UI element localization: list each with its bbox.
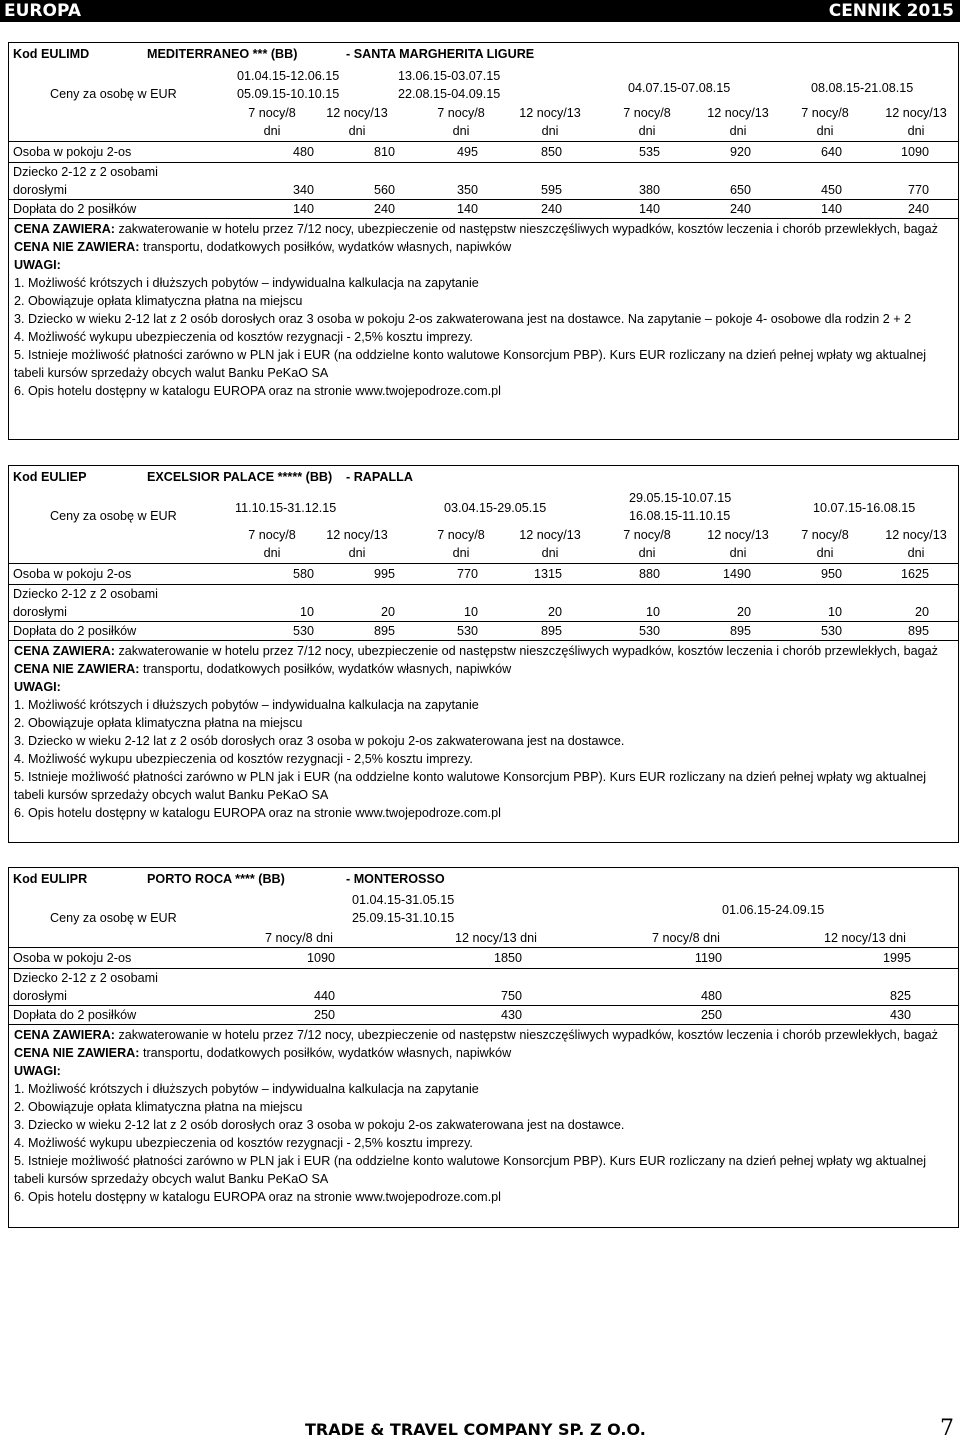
price-cell: 750 [500,989,522,1003]
divider [9,1005,958,1006]
row-doplata-label: Dopłata do 2 posiłków [13,202,137,216]
price-cell: 880 [638,567,660,581]
hotel-place: - SANTA MARGHERITA LIGURE [346,47,535,61]
days-label: dni [263,546,281,560]
price-cell: 430 [889,1008,911,1022]
price-cell: 10 [827,605,842,619]
price-cell: 20 [380,605,395,619]
period-4: 08.08.15-21.08.15 [811,81,914,95]
price-cell: 595 [540,183,562,197]
excludes-text: transportu, dodatkowych posiłków, wydatków własnych, napiwków [139,240,512,254]
nights-12-label: 12 nocy/13 [326,106,388,120]
excludes-label: CENA NIE ZAWIERA: [14,1046,140,1060]
row-dziecko-label-b: dorosłymi [13,183,67,197]
row-dziecko [9,988,958,1004]
price-cell: 640 [820,145,842,159]
row-doplata-label: Dopłata do 2 posiłków [13,624,137,638]
days-label: dni [638,124,656,138]
nights-12-label: 12 nocy/13 [885,528,947,542]
note-1: 1. Możliwość krótszych i dłuższych pobytów – indywidualna kalkulacja na zapytanie [14,1082,479,1096]
price-cell: 1090 [900,145,929,159]
nights-header-row [9,527,958,563]
days-label: dni [541,124,559,138]
nights-7-label: 7 nocy/8 [801,528,849,542]
price-cell: 1090 [306,951,335,965]
header-title: CENNIK 2015 [828,1,954,21]
divider [9,621,958,622]
hotel-block-eulimd [8,42,959,440]
includes-label: CENA ZAWIERA: [14,222,115,236]
note-4: 4. Możliwość wykupu ubezpieczenia od kosztów rezygnacji - 2,5% kosztu imprezy. [14,1136,473,1150]
note-4: 4. Możliwość wykupu ubezpieczenia od kosztów rezygnacji - 2,5% kosztu imprezy. [14,330,473,344]
divider [9,584,958,585]
nights-7-label: 7 nocy/8 [437,106,485,120]
period-3b: 16.08.15-11.10.15 [629,509,731,523]
divider [9,968,958,969]
days-label: dni [816,124,834,138]
period-2: 03.04.15-29.05.15 [444,501,547,515]
price-cell: 895 [729,624,751,638]
note-2: 2. Obowiązuje opłata klimatyczna płatna na miejscu [14,716,303,730]
nights-7-label: 7 nocy/8 [248,528,296,542]
price-cell: 350 [456,183,478,197]
note-2: 2. Obowiązuje opłata klimatyczna płatna na miejscu [14,294,303,308]
price-cell: 530 [638,624,660,638]
price-cell: 1850 [493,951,522,965]
price-cell: 535 [638,145,660,159]
row-doplata-label: Dopłata do 2 posiłków [13,1008,137,1022]
includes-text: zakwaterowanie w hotelu przez 7/12 nocy, ubezpieczenie od następstw nieszczęśliwych wypadków, kosztów leczenia i chorób przewlekłych, bagaż [114,1028,938,1042]
price-cell: 770 [907,183,929,197]
row-dziecko-label-b: dorosłymi [13,989,67,1003]
price-cell: 20 [914,605,929,619]
includes-text: zakwaterowanie w hotelu przez 7/12 nocy, ubezpieczenie od następstw nieszczęśliwych wypadków, kosztów leczenia i chorób przewlekłych, bagaż [114,222,938,236]
note-6: 6. Opis hotelu dostępny w katalogu EUROPA oraz na stronie www.twojepodroze.com.pl [14,806,501,820]
includes-text: zakwaterowanie w hotelu przez 7/12 nocy, ubezpieczenie od następstw nieszczęśliwych wypadków, kosztów leczenia i chorób przewlekłych, bagaż [114,644,938,658]
price-cell: 240 [373,202,395,216]
price-cell: 20 [547,605,562,619]
nights-7-label: 7 nocy/8 [623,106,671,120]
hotel-name: MEDITERRANEO *** (BB) [147,47,298,61]
nights-12: 12 nocy/13 dni [455,931,537,945]
note-5: 5. Istnieje możliwość płatności zarówno w PLN jak i EUR (na oddzielne konto walutowe Konsorcjum PBP). Kurs EUR rozliczany na dzień pełnej wpłaty wg aktualnej tabeli kursów sprzedaży obcych walut Banku PeKaO SA [14,1154,927,1186]
price-cell: 530 [292,624,314,638]
days-label: dni [816,546,834,560]
excludes-label: CENA NIE ZAWIERA: [14,662,140,676]
price-cell: 950 [820,567,842,581]
header-bar [0,0,960,22]
price-cell: 495 [456,145,478,159]
nights-7: 7 nocy/8 dni [652,931,720,945]
note-3: 3. Dziecko w wieku 2-12 lat z 2 osób dorosłych oraz 3 osoba w pokoju 2-os zakwaterowana jest na dostawce. Na zapytanie – pokoje 4- osobowe dla rodzin 2 + 2 [14,312,912,326]
divider [9,162,958,163]
row-doplata [9,201,958,217]
days-label: dni [907,546,925,560]
row-osoba-label: Osoba w pokoju 2-os [13,951,132,965]
price-cell: 995 [373,567,395,581]
row-dziecko [9,182,958,198]
days-label: dni [638,546,656,560]
notes-heading: UWAGI: [14,258,61,272]
price-cell: 895 [540,624,562,638]
period-1a: 01.04.15-31.05.15 [352,893,455,907]
price-label: Ceny za osobę w EUR [50,509,177,523]
notes [14,220,952,400]
row-osoba [9,950,958,966]
note-5: 5. Istnieje możliwość płatności zarówno w PLN jak i EUR (na oddzielne konto walutowe Konsorcjum PBP). Kurs EUR rozliczany na dzień pełnej wpłaty wg aktualnej tabeli kursów sprzedaży obcych walut Banku PeKaO SA [14,348,927,380]
notes [14,1026,952,1206]
nights-7-label: 7 nocy/8 [437,528,485,542]
hotel-place: - MONTEROSSO [346,872,445,886]
price-cell: 480 [292,145,314,159]
price-cell: 340 [292,183,314,197]
hotel-name: EXCELSIOR PALACE ***** (BB) [147,470,333,484]
divider [9,141,958,142]
period-3: 04.07.15-07.08.15 [628,81,731,95]
row-osoba [9,566,958,582]
nights-12-label: 12 nocy/13 [326,528,388,542]
price-cell: 140 [820,202,842,216]
row-dziecko [9,604,958,620]
price-cell: 920 [729,145,751,159]
note-2: 2. Obowiązuje opłata klimatyczna płatna na miejscu [14,1100,303,1114]
period-2b: 22.08.15-04.09.15 [398,87,501,101]
days-label: dni [729,124,747,138]
period-1a: 01.04.15-12.06.15 [237,69,340,83]
price-cell: 810 [373,145,395,159]
page-number: 7 [940,1416,954,1441]
period-1b: 25.09.15-31.10.15 [352,911,455,925]
row-dziecko-label-a: Dziecko 2-12 z 2 osobami [13,587,158,601]
note-1: 1. Możliwość krótszych i dłuższych pobytów – indywidualna kalkulacja na zapytanie [14,698,479,712]
days-label: dni [729,546,747,560]
note-3: 3. Dziecko w wieku 2-12 lat z 2 osób dorosłych oraz 3 osoba w pokoju 2-os zakwaterowana jest na dostawce. [14,1118,625,1132]
period-2a: 13.06.15-03.07.15 [398,69,501,83]
row-dziecko-label-b: dorosłymi [13,605,67,619]
row-dziecko-label-a: Dziecko 2-12 z 2 osobami [13,971,158,985]
hotel-code: Kod EULIPR [13,872,88,886]
price-cell: 10 [299,605,314,619]
hotel-place: - RAPALLA [346,470,413,484]
price-cell: 650 [729,183,751,197]
days-label: dni [541,546,559,560]
note-1: 1. Możliwość krótszych i dłuższych pobytów – indywidualna kalkulacja na zapytanie [14,276,479,290]
price-cell: 430 [500,1008,522,1022]
price-cell: 440 [313,989,335,1003]
price-cell: 895 [373,624,395,638]
price-cell: 250 [700,1008,722,1022]
divider [9,218,958,219]
nights-7-label: 7 nocy/8 [623,528,671,542]
days-label: dni [907,124,925,138]
footer-company: TRADE & TRAVEL COMPANY SP. Z O.O. [305,1420,646,1439]
nights-12-label: 12 nocy/13 [885,106,947,120]
price-cell: 580 [292,567,314,581]
price-cell: 850 [540,145,562,159]
period-1: 11.10.15-31.12.15 [235,501,337,515]
days-label: dni [263,124,281,138]
includes-label: CENA ZAWIERA: [14,644,115,658]
hotel-code: Kod EULIEP [13,470,87,484]
period-3a: 29.05.15-10.07.15 [629,491,732,505]
divider [9,563,958,564]
note-6: 6. Opis hotelu dostępny w katalogu EUROPA oraz na stronie www.twojepodroze.com.pl [14,1190,501,1204]
row-doplata [9,623,958,639]
days-label: dni [452,546,470,560]
price-cell: 240 [729,202,751,216]
price-cell: 1315 [533,567,562,581]
excludes-text: transportu, dodatkowych posiłków, wydatków własnych, napiwków [139,1046,512,1060]
divider [9,199,958,200]
days-label: dni [348,124,366,138]
days-label: dni [348,546,366,560]
price-label: Ceny za osobę w EUR [50,911,177,925]
hotel-block-eulipr [8,867,959,1228]
hotel-code: Kod EULIMD [13,47,90,61]
nights-12-label: 12 nocy/13 [707,106,769,120]
price-cell: 1490 [722,567,751,581]
nights-12-label: 12 nocy/13 [519,106,581,120]
price-cell: 240 [907,202,929,216]
row-osoba-label: Osoba w pokoju 2-os [13,145,132,159]
price-cell: 480 [700,989,722,1003]
days-label: dni [452,124,470,138]
price-cell: 530 [820,624,842,638]
price-cell: 10 [463,605,478,619]
row-doplata [9,1007,958,1023]
includes-label: CENA ZAWIERA: [14,1028,115,1042]
note-4: 4. Możliwość wykupu ubezpieczenia od kosztów rezygnacji - 2,5% kosztu imprezy. [14,752,473,766]
nights-7-label: 7 nocy/8 [801,106,849,120]
divider [9,1024,958,1025]
price-cell: 10 [645,605,660,619]
divider [9,947,958,948]
nights-12-label: 12 nocy/13 [519,528,581,542]
price-cell: 1995 [882,951,911,965]
price-cell: 1625 [900,567,929,581]
excludes-text: transportu, dodatkowych posiłków, wydatków własnych, napiwków [139,662,512,676]
price-cell: 560 [373,183,395,197]
period-2: 01.06.15-24.09.15 [722,903,825,917]
row-dziecko-label-a: Dziecko 2-12 z 2 osobami [13,165,158,179]
period-1b: 05.09.15-10.10.15 [237,87,340,101]
header-region: EUROPA [4,1,82,21]
price-cell: 250 [313,1008,335,1022]
note-6: 6. Opis hotelu dostępny w katalogu EUROPA oraz na stronie www.twojepodroze.com.pl [14,384,501,398]
price-cell: 140 [638,202,660,216]
price-cell: 1190 [694,951,722,965]
price-cell: 240 [540,202,562,216]
hotel-block-euliep [8,465,959,843]
notes-heading: UWAGI: [14,1064,61,1078]
nights-12: 12 nocy/13 dni [824,931,906,945]
note-5: 5. Istnieje możliwość płatności zarówno w PLN jak i EUR (na oddzielne konto walutowe Konsorcjum PBP). Kurs EUR rozliczany na dzień pełnej wpłaty wg aktualnej tabeli kursów sprzedaży obcych walut Banku PeKaO SA [14,770,927,802]
note-3: 3. Dziecko w wieku 2-12 lat z 2 osób dorosłych oraz 3 osoba w pokoju 2-os zakwaterowana jest na dostawce. [14,734,625,748]
nights-12-label: 12 nocy/13 [707,528,769,542]
row-osoba [9,144,958,160]
price-cell: 380 [638,183,660,197]
nights-header-row [9,105,958,141]
price-cell: 895 [907,624,929,638]
price-cell: 140 [456,202,478,216]
price-cell: 140 [292,202,314,216]
divider [9,640,958,641]
price-label: Ceny za osobę w EUR [50,87,177,101]
nights-7-label: 7 nocy/8 [248,106,296,120]
excludes-label: CENA NIE ZAWIERA: [14,240,140,254]
price-cell: 770 [456,567,478,581]
row-osoba-label: Osoba w pokoju 2-os [13,567,132,581]
price-cell: 20 [736,605,751,619]
price-cell: 825 [889,989,911,1003]
price-cell: 450 [820,183,842,197]
notes [14,642,952,822]
nights-7: 7 nocy/8 dni [265,931,333,945]
hotel-name: PORTO ROCA **** (BB) [147,872,285,886]
price-cell: 530 [456,624,478,638]
notes-heading: UWAGI: [14,680,61,694]
period-4: 10.07.15-16.08.15 [813,501,916,515]
